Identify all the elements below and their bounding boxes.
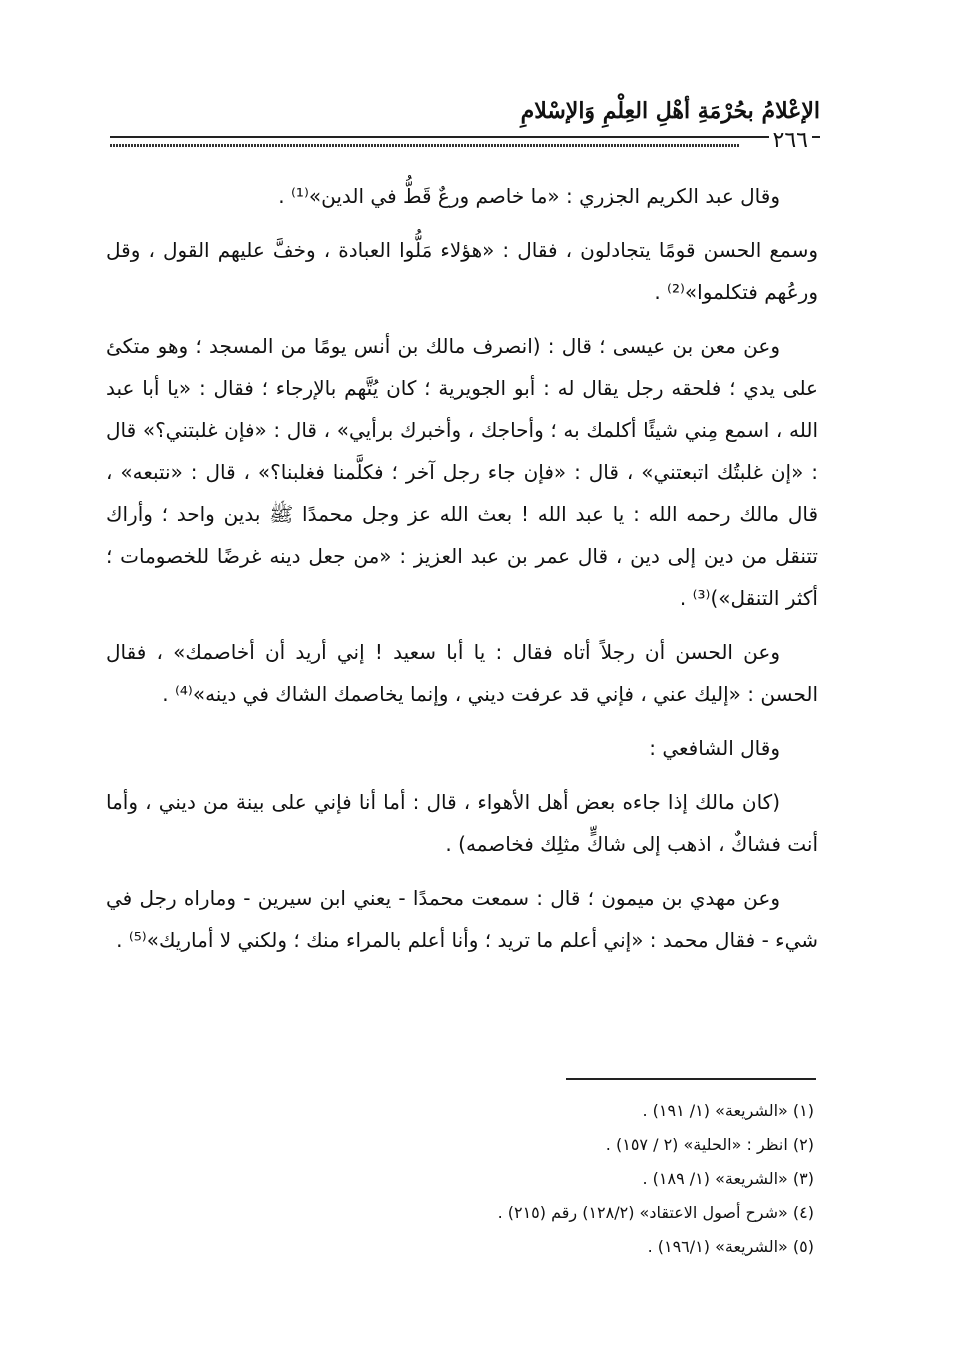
header-hatched-rule xyxy=(110,144,740,147)
header-rule xyxy=(110,136,820,138)
paragraph: وعن مهدي بن ميمون ؛ قال : سمعت محمدًا - يعني ابن سيرين - وماراه رجل في شيء - فقال محمد : «إني أعلم ما تريد ؛ وأنا أعلم بالمراء منك ؛ ولكني لا أماريك»⁽⁵⁾ . xyxy=(106,886,818,952)
paragraph: وقال عبد الكريم الجزري : «ما خاصم ورعٌ قَطُّ في الدين»⁽¹⁾ . xyxy=(278,184,780,208)
page-header xyxy=(110,92,820,152)
footnote: (١) «الشريعة» (١/ ١٩١) . xyxy=(642,1101,814,1120)
running-title: الإعْلامُ بحُرْمَةِ أهْلِ العِلْمِ وَالإسْلامِ xyxy=(520,98,820,124)
footnote-separator xyxy=(566,1078,816,1080)
paragraph: وقال الشافعي : xyxy=(649,736,780,760)
main-text xyxy=(106,175,818,973)
paragraph: (كان مالك إذا جاءه بعض أهل الأهواء ، قال : أما أنا فإني على بينة من ديني ، وأما أنت فشاكٌ ، اذهب إلى شاكٍّ مثلِك فخاصمه) . xyxy=(106,790,818,856)
footnote: (٣) «الشريعة» (١/ ١٨٩) . xyxy=(642,1169,814,1188)
footnotes xyxy=(300,1094,814,1264)
footnote: (٢) انظر : «الحلية» (٢ / ١٥٧) . xyxy=(605,1135,814,1154)
paragraph: وعن معن بن عيسى ؛ قال : (انصرف مالك بن أنس يومًا من المسجد ؛ وهو متكئ على يدي ؛ فلحقه رجل يقال له : أبو الجويرية ؛ كان يُتَّهم بالإرجاء ؛ فقال : «يا أبا عبد الله ، اسمع مِني شيئًا أكلمك به ؛ وأحاجك ، وأخبرك برأيي» ، قال : «فإن غلبتني؟» قال : «إن غلبتُك اتبعتني» ، قال : «فإن جاء رجل آخر ؛ فكلَّمنا فغلبنا؟» ، قال : «نتبعه» ، قال مالك رحمه الله : يا عبد الله ! بعث الله عز وجل محمدًا ﷺ بدين واحد ؛ وأراك تتنقل من دين إلى دين ، قال عمر بن عبد العزيز : «من جعل دينه غرضًا للخصومات ؛ أكثر التنقل»)⁽³⁾ . xyxy=(106,334,818,610)
footnote: (٥) «الشريعة» (١٩٦/١) . xyxy=(647,1237,814,1256)
footnote: (٤) «شرح أصول الاعتقاد» (١٢٨/٢) رقم (٢١٥) . xyxy=(497,1203,814,1222)
paragraph: وعن الحسن أن رجلاً أتاه فقال : يا أبا سعيد ! إني أريد أن أخاصمك» ، فقال الحسن : «إليك عني ، فإني قد عرفت ديني ، وإنما يخاصمك الشاك في دينه»⁽⁴⁾ . xyxy=(106,640,818,706)
paragraph: وسمع الحسن قومًا يتجادلون ، فقال : «هؤلاء مَلُّوا العبادة ، وخفَّ عليهم القول ، وقل ورعُهم فتكلموا»⁽²⁾ . xyxy=(106,238,818,304)
page-number: ٢٦٦ xyxy=(769,128,812,153)
